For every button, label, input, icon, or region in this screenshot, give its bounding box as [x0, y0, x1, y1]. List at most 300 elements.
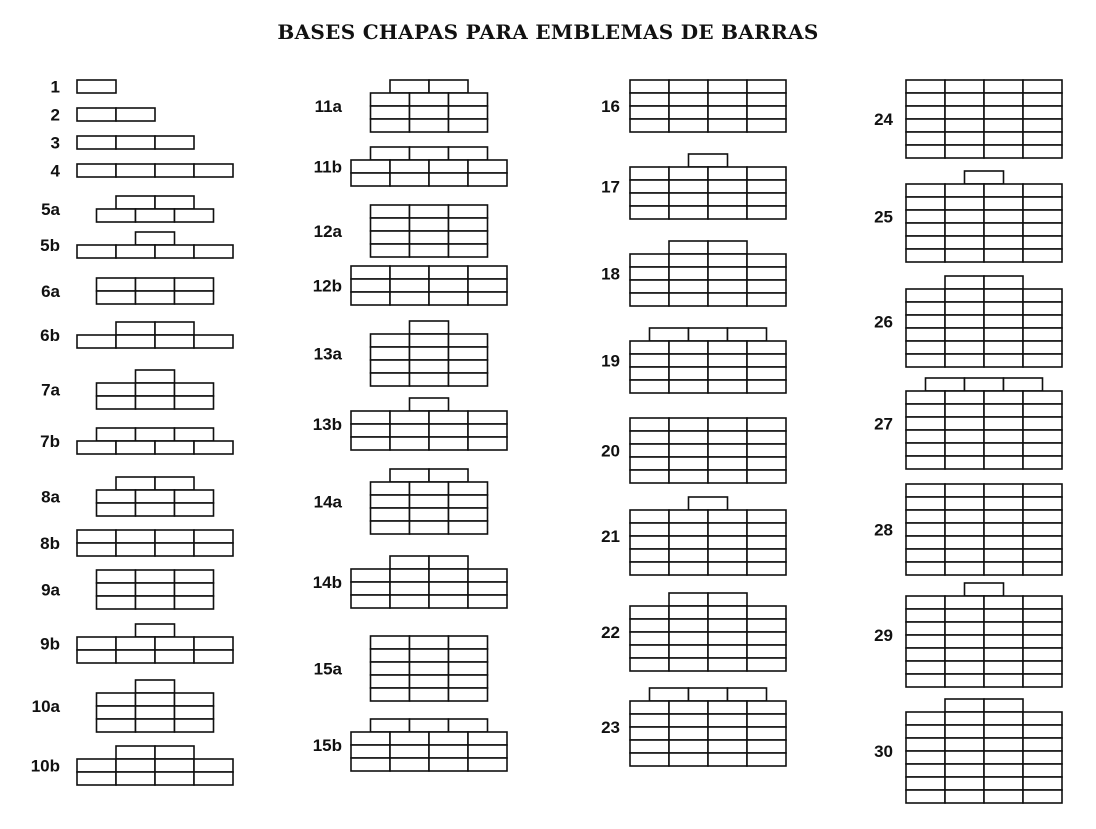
bar-cell	[747, 293, 786, 306]
bar-cell	[194, 335, 233, 348]
bar-cell	[708, 167, 747, 180]
bar-cell	[410, 321, 449, 334]
bar-cell	[136, 719, 175, 732]
bar-cell	[708, 267, 747, 280]
base-16	[601, 80, 786, 132]
bar-cell	[116, 637, 155, 650]
bar-cell	[747, 727, 786, 740]
bar-cell	[984, 777, 1023, 790]
bar-cell	[390, 569, 429, 582]
bar-cell	[984, 184, 1023, 197]
bar-cell	[371, 688, 410, 701]
bar-cell	[136, 596, 175, 609]
bar-cell	[906, 510, 945, 523]
bar-cell	[429, 266, 468, 279]
bar-cell	[906, 430, 945, 443]
bar-cell	[97, 503, 136, 516]
bar-cell	[984, 596, 1023, 609]
bar-cell	[155, 196, 194, 209]
bar-cell	[97, 570, 136, 583]
bar-cell	[984, 712, 1023, 725]
bar-cell	[984, 484, 1023, 497]
bar-cell	[630, 444, 669, 457]
bar-cell	[371, 373, 410, 386]
base-14a	[314, 469, 488, 534]
bar-cell	[116, 530, 155, 543]
bar-cell	[906, 596, 945, 609]
bar-cell	[945, 725, 984, 738]
bar-cell	[708, 523, 747, 536]
bar-cell	[945, 249, 984, 262]
bar-cell	[429, 758, 468, 771]
bar-cell	[984, 80, 1023, 93]
bar-cell	[468, 424, 507, 437]
bar-cell	[136, 396, 175, 409]
bar-cell	[906, 289, 945, 302]
bar-cell	[155, 530, 194, 543]
bar-cell	[390, 266, 429, 279]
base-label: 5b	[40, 236, 60, 255]
bar-cell	[351, 582, 390, 595]
bar-cell	[945, 712, 984, 725]
bar-cell	[410, 347, 449, 360]
bar-cell	[708, 106, 747, 119]
bar-cell	[449, 521, 488, 534]
bar-cell	[747, 106, 786, 119]
bar-cell	[630, 254, 669, 267]
bar-cell	[77, 650, 116, 663]
bar-cell	[97, 693, 136, 706]
bar-cell	[136, 383, 175, 396]
bar-cell	[945, 315, 984, 328]
bar-cell	[906, 93, 945, 106]
base-label: 19	[601, 351, 620, 371]
bar-cell	[747, 523, 786, 536]
bar-cell	[630, 80, 669, 93]
bar-cell	[77, 335, 116, 348]
bar-cell	[906, 119, 945, 132]
bar-cell	[708, 536, 747, 549]
bar-cell	[155, 322, 194, 335]
bar-cell	[449, 244, 488, 257]
bar-cell	[449, 360, 488, 373]
bar-cell	[708, 241, 747, 254]
bar-cell	[945, 80, 984, 93]
bar-cell	[410, 147, 449, 160]
bar-cell	[708, 254, 747, 267]
bar-cell	[906, 328, 945, 341]
bar-cell	[708, 280, 747, 293]
bar-cell	[747, 418, 786, 431]
bar-cell	[630, 341, 669, 354]
bar-cell	[175, 291, 214, 304]
bar-cell	[669, 562, 708, 575]
bar-cell	[669, 714, 708, 727]
bar-cell	[747, 645, 786, 658]
bar-cell	[906, 443, 945, 456]
bar-cell	[116, 543, 155, 556]
base-10b	[31, 746, 233, 785]
bar-cell	[77, 80, 116, 93]
bar-cell	[984, 145, 1023, 158]
bar-cell	[390, 582, 429, 595]
bar-cell	[945, 738, 984, 751]
bar-cell	[630, 93, 669, 106]
base-8a	[41, 477, 213, 516]
bar-cell	[410, 334, 449, 347]
bar-cell	[945, 484, 984, 497]
bar-cell	[468, 582, 507, 595]
bar-cell	[97, 278, 136, 291]
bar-cell	[97, 396, 136, 409]
bar-cell	[371, 495, 410, 508]
bar-cell	[945, 790, 984, 803]
bar-cell	[116, 108, 155, 121]
bar-cell	[708, 119, 747, 132]
base-label: 2	[50, 105, 60, 125]
bar-cell	[1023, 417, 1062, 430]
bar-cell	[449, 508, 488, 521]
base-label: 22	[601, 623, 620, 642]
bar-cell	[351, 732, 390, 745]
bar-cell	[155, 136, 194, 149]
base-label: 8a	[41, 487, 60, 507]
bar-cell	[669, 753, 708, 766]
bar-cell	[77, 136, 116, 149]
bar-cell	[747, 193, 786, 206]
bar-cell	[984, 223, 1023, 236]
bar-cell	[77, 164, 116, 177]
bar-cell	[390, 745, 429, 758]
bar-cell	[97, 428, 136, 441]
bar-cell	[708, 418, 747, 431]
bar-cell	[945, 609, 984, 622]
bar-cell	[906, 497, 945, 510]
base-28	[874, 484, 1062, 575]
bar-cell	[468, 569, 507, 582]
bar-cell	[449, 205, 488, 218]
bar-cell	[945, 119, 984, 132]
bar-cell	[468, 437, 507, 450]
bar-cell	[984, 725, 1023, 738]
bar-cell	[906, 315, 945, 328]
base-9b	[40, 624, 233, 663]
bar-cell	[945, 456, 984, 469]
bar-cell	[945, 106, 984, 119]
bar-cell	[116, 441, 155, 454]
bar-cell	[669, 431, 708, 444]
bar-cell	[390, 160, 429, 173]
bar-cell	[906, 635, 945, 648]
bar-cell	[906, 132, 945, 145]
bar-cell	[669, 444, 708, 457]
bar-cell	[136, 693, 175, 706]
bar-cell	[669, 510, 708, 523]
bar-cell	[984, 276, 1023, 289]
bar-cell	[194, 164, 233, 177]
bar-cell	[747, 93, 786, 106]
bar-cell	[371, 147, 410, 160]
bar-cell	[984, 197, 1023, 210]
bar-cell	[351, 173, 390, 186]
bar-cell	[1023, 661, 1062, 674]
bar-cell	[984, 609, 1023, 622]
bar-cell	[351, 279, 390, 292]
bar-cell	[371, 719, 410, 732]
bar-cell	[630, 106, 669, 119]
bar-cell	[906, 549, 945, 562]
bar-cell	[945, 777, 984, 790]
page-title: BASES CHAPAS PARA EMBLEMAS DE BARRAS	[277, 20, 819, 44]
bar-cell	[116, 772, 155, 785]
bar-cell	[97, 291, 136, 304]
bar-cell	[669, 727, 708, 740]
bar-cell	[906, 661, 945, 674]
bar-cell	[984, 132, 1023, 145]
bar-cell	[351, 745, 390, 758]
bar-cell	[906, 536, 945, 549]
bar-cell	[747, 206, 786, 219]
bar-cell	[390, 732, 429, 745]
bar-cell	[669, 167, 708, 180]
bar-cell	[984, 738, 1023, 751]
bar-cell	[1023, 523, 1062, 536]
bar-cell	[410, 636, 449, 649]
bar-cell	[906, 764, 945, 777]
bar-cell	[747, 119, 786, 132]
bar-cell	[630, 658, 669, 671]
bar-cell	[708, 367, 747, 380]
bar-cell	[1023, 622, 1062, 635]
bar-cell	[1023, 777, 1062, 790]
bar-cell	[984, 497, 1023, 510]
base-7a	[41, 370, 213, 409]
bar-cell	[1023, 289, 1062, 302]
bar-cell	[708, 193, 747, 206]
bar-cell	[669, 119, 708, 132]
base-label: 11a	[314, 97, 342, 116]
bar-cell	[630, 180, 669, 193]
bar-cell	[155, 245, 194, 258]
base-label: 23	[601, 718, 620, 737]
bar-cell	[429, 595, 468, 608]
bar-cell	[468, 160, 507, 173]
bar-cell	[136, 490, 175, 503]
base-5b	[40, 232, 233, 258]
bar-cell	[747, 549, 786, 562]
bar-cell	[906, 341, 945, 354]
bar-cell	[669, 193, 708, 206]
bar-cell	[984, 341, 1023, 354]
bar-cell	[175, 596, 214, 609]
bar-cell	[371, 636, 410, 649]
bar-cell	[429, 732, 468, 745]
bar-cell	[708, 431, 747, 444]
bar-cell	[945, 764, 984, 777]
bar-cell	[984, 562, 1023, 575]
base-label: 9a	[41, 580, 60, 600]
bar-cell	[630, 619, 669, 632]
bar-cell	[390, 556, 429, 569]
bar-cell	[669, 93, 708, 106]
bar-cell	[429, 437, 468, 450]
bar-cell	[945, 699, 984, 712]
bar-cell	[351, 266, 390, 279]
bar-cell	[449, 649, 488, 662]
bar-cell	[945, 674, 984, 687]
bar-cell	[429, 469, 468, 482]
bar-cell	[449, 495, 488, 508]
bar-cell	[630, 632, 669, 645]
bar-cell	[747, 536, 786, 549]
base-29	[874, 583, 1062, 687]
bar-cell	[984, 622, 1023, 635]
bar-cell	[669, 341, 708, 354]
bar-cell	[945, 443, 984, 456]
bar-cell	[1023, 145, 1062, 158]
bar-cell	[669, 241, 708, 254]
bar-cell	[669, 293, 708, 306]
bar-cell	[945, 145, 984, 158]
bar-cell	[97, 209, 136, 222]
bar-cell	[708, 457, 747, 470]
bar-cell	[669, 740, 708, 753]
bar-cell	[77, 530, 116, 543]
bar-cell	[689, 154, 728, 167]
bar-cell	[1023, 536, 1062, 549]
bar-cell	[449, 482, 488, 495]
bar-cell	[116, 322, 155, 335]
base-18	[601, 241, 786, 306]
bar-cell	[410, 398, 449, 411]
bar-cell	[669, 457, 708, 470]
bar-cell	[194, 759, 233, 772]
bar-cell	[194, 650, 233, 663]
bar-cell	[175, 428, 214, 441]
bar-cell	[906, 145, 945, 158]
bar-cell	[669, 606, 708, 619]
bar-cell	[708, 727, 747, 740]
bar-cell	[410, 231, 449, 244]
bar-cell	[906, 106, 945, 119]
bar-cell	[906, 391, 945, 404]
bar-cell	[945, 93, 984, 106]
bar-cell	[175, 278, 214, 291]
bar-cell	[1023, 764, 1062, 777]
bar-cell	[906, 80, 945, 93]
bar-cell	[410, 205, 449, 218]
bar-cell	[984, 635, 1023, 648]
bar-cell	[429, 173, 468, 186]
bar-cell	[371, 347, 410, 360]
bar-cell	[77, 441, 116, 454]
bar-cell	[155, 164, 194, 177]
bar-cell	[1023, 635, 1062, 648]
bar-cell	[906, 249, 945, 262]
base-label: 15b	[312, 736, 342, 755]
bar-cell	[669, 380, 708, 393]
bar-cell	[669, 470, 708, 483]
bar-cell	[630, 701, 669, 714]
bar-cell	[669, 80, 708, 93]
bar-cell	[945, 661, 984, 674]
bar-cell	[669, 536, 708, 549]
base-label: 9b	[40, 634, 60, 654]
bar-cell	[410, 688, 449, 701]
bar-cell	[77, 637, 116, 650]
base-27	[874, 378, 1062, 469]
base-2	[51, 106, 155, 125]
bar-cell	[1023, 132, 1062, 145]
bar-cell	[1023, 106, 1062, 119]
bar-cell	[669, 254, 708, 267]
bar-cell	[906, 751, 945, 764]
bar-cell	[136, 624, 175, 637]
bar-cell	[906, 184, 945, 197]
base-26	[874, 276, 1062, 367]
bar-cell	[410, 662, 449, 675]
bar-cell	[984, 549, 1023, 562]
bar-cell	[945, 648, 984, 661]
base-label: 10b	[30, 756, 60, 776]
bar-cell	[1023, 712, 1062, 725]
bar-cell	[97, 596, 136, 609]
bar-cell	[984, 674, 1023, 687]
base-label: 1	[50, 77, 60, 97]
bar-cell	[371, 119, 410, 132]
bar-cell	[747, 701, 786, 714]
bar-cell	[747, 354, 786, 367]
bar-cell	[351, 569, 390, 582]
base-label: 13b	[312, 415, 342, 434]
bar-cell	[708, 180, 747, 193]
bar-cell	[136, 209, 175, 222]
bar-cell	[945, 223, 984, 236]
bar-cell	[468, 411, 507, 424]
base-label: 17	[601, 177, 620, 197]
base-label: 12a	[313, 222, 342, 241]
base-21	[601, 497, 786, 575]
bar-cell	[390, 292, 429, 305]
bar-cell	[1023, 609, 1062, 622]
bar-cell	[945, 341, 984, 354]
bar-cell	[410, 675, 449, 688]
bar-cell	[1023, 184, 1062, 197]
base-label: 15a	[313, 659, 342, 679]
bar-cell	[669, 354, 708, 367]
bar-cell	[429, 424, 468, 437]
bar-cell	[371, 675, 410, 688]
bar-cell	[390, 424, 429, 437]
bar-cell	[708, 341, 747, 354]
bar-cell	[630, 119, 669, 132]
bar-cell	[906, 648, 945, 661]
bar-cell	[410, 719, 449, 732]
bar-cell	[449, 231, 488, 244]
bar-cell	[747, 510, 786, 523]
bar-cell	[906, 197, 945, 210]
bar-cell	[371, 244, 410, 257]
bar-cell	[351, 437, 390, 450]
bar-cell	[984, 751, 1023, 764]
base-7b	[40, 428, 233, 454]
bar-cell	[984, 93, 1023, 106]
base-24	[874, 80, 1062, 158]
bar-cell	[747, 714, 786, 727]
bar-cell	[175, 719, 214, 732]
bar-cell	[194, 637, 233, 650]
bar-cell	[630, 510, 669, 523]
